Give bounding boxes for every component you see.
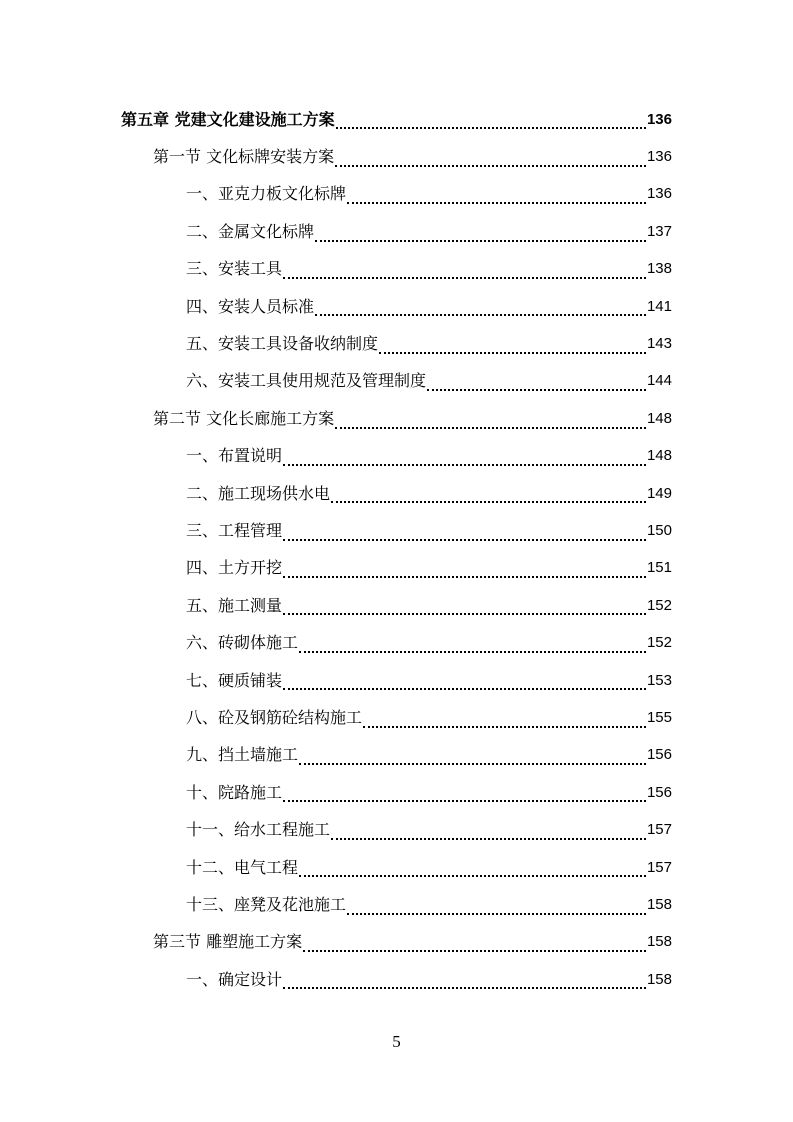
toc-subsection-entry[interactable]	[0, 438, 793, 475]
toc-entry-title: 一、亚克力板文化标牌	[186, 184, 347, 204]
toc-entry-page-number: 148	[646, 447, 672, 465]
toc-entry-title: 二、金属文化标牌	[186, 221, 315, 241]
toc-dot-leader	[347, 201, 646, 204]
toc-dot-leader	[331, 500, 646, 503]
toc-entry-page-number: 158	[646, 933, 672, 951]
toc-entry-title: 六、砖砌体施工	[186, 633, 299, 653]
toc-entry-page-number: 136	[646, 148, 672, 166]
toc-section-entry[interactable]	[0, 400, 793, 437]
toc-entry-title: 八、砼及钢筋砼结构施工	[186, 707, 363, 727]
toc-dot-leader	[427, 388, 646, 391]
toc-subsection-entry[interactable]	[0, 849, 793, 886]
toc-dot-leader	[283, 687, 646, 690]
toc-entry-title: 十二、电气工程	[186, 857, 299, 877]
toc-entry-title: 六、安装工具使用规范及管理制度	[186, 371, 427, 391]
toc-subsection-entry[interactable]	[0, 213, 793, 250]
toc-dot-leader	[315, 313, 646, 316]
toc-entry-title: 十、院路施工	[186, 782, 283, 802]
toc-entry-title: 五、安装工具设备收纳制度	[186, 334, 379, 354]
toc-entry-page-number: 157	[646, 821, 672, 839]
toc-subsection-entry[interactable]	[0, 961, 793, 998]
toc-entry-page-number: 156	[646, 746, 672, 764]
toc-entry-page-number: 155	[646, 708, 672, 726]
toc-entry-title: 一、布置说明	[186, 446, 283, 466]
toc-subsection-entry[interactable]	[0, 363, 793, 400]
toc-dot-leader	[283, 463, 646, 466]
toc-section-entry[interactable]	[0, 924, 793, 961]
toc-subsection-entry[interactable]	[0, 176, 793, 213]
toc-dot-leader	[299, 874, 646, 877]
toc-entry-page-number: 150	[646, 521, 672, 539]
toc-dot-leader	[336, 126, 646, 129]
toc-dot-leader	[299, 650, 646, 653]
toc-dot-leader	[283, 575, 646, 578]
table-of-contents	[0, 101, 793, 998]
toc-subsection-entry[interactable]	[0, 288, 793, 325]
toc-entry-title: 二、施工现场供水电	[186, 483, 331, 503]
toc-entry-title: 四、土方开挖	[186, 558, 283, 578]
toc-entry-title: 一、确定设计	[186, 969, 283, 989]
toc-entry-page-number: 148	[646, 409, 672, 427]
toc-dot-leader	[335, 164, 646, 167]
toc-entry-page-number: 151	[646, 559, 672, 577]
toc-entry-title: 十一、给水工程施工	[186, 820, 331, 840]
toc-dot-leader	[283, 276, 646, 279]
toc-entry-page-number: 156	[646, 783, 672, 801]
toc-dot-leader	[283, 986, 646, 989]
toc-entry-page-number: 138	[646, 260, 672, 278]
toc-entry-title: 三、安装工具	[186, 259, 283, 279]
toc-subsection-entry[interactable]	[0, 512, 793, 549]
toc-entry-page-number: 158	[646, 895, 672, 913]
toc-entry-page-number: 157	[646, 858, 672, 876]
toc-subsection-entry[interactable]	[0, 699, 793, 736]
toc-dot-leader	[283, 612, 646, 615]
toc-subsection-entry[interactable]	[0, 624, 793, 661]
toc-entry-page-number: 136	[646, 185, 672, 203]
toc-entry-page-number: 141	[646, 297, 672, 315]
toc-entry-page-number: 153	[646, 671, 672, 689]
toc-entry-page-number: 144	[646, 372, 672, 390]
toc-subsection-entry[interactable]	[0, 251, 793, 288]
toc-subsection-entry[interactable]	[0, 774, 793, 811]
toc-entry-page-number: 143	[646, 335, 672, 353]
toc-subsection-entry[interactable]	[0, 325, 793, 362]
toc-dot-leader	[331, 837, 646, 840]
toc-subsection-entry[interactable]	[0, 475, 793, 512]
toc-entry-page-number: 136	[646, 110, 672, 128]
toc-dot-leader	[283, 538, 646, 541]
toc-section-entry[interactable]	[0, 138, 793, 175]
toc-entry-page-number: 152	[646, 596, 672, 614]
toc-entry-page-number: 137	[646, 222, 672, 240]
toc-subsection-entry[interactable]	[0, 587, 793, 624]
toc-dot-leader	[379, 351, 646, 354]
toc-entry-title: 七、硬质铺装	[186, 670, 283, 690]
toc-dot-leader	[299, 762, 646, 765]
toc-dot-leader	[335, 426, 646, 429]
toc-entry-title: 第五章 党建文化建设施工方案	[121, 109, 335, 129]
toc-entry-page-number: 149	[646, 484, 672, 502]
toc-subsection-entry[interactable]	[0, 811, 793, 848]
toc-entry-page-number: 158	[646, 970, 672, 988]
toc-subsection-entry[interactable]	[0, 550, 793, 587]
toc-entry-title: 十三、座凳及花池施工	[186, 894, 347, 914]
toc-entry-title: 三、工程管理	[186, 520, 283, 540]
toc-entry-title: 九、挡土墙施工	[186, 745, 299, 765]
toc-subsection-entry[interactable]	[0, 662, 793, 699]
toc-entry-page-number: 152	[646, 634, 672, 652]
toc-dot-leader	[315, 239, 646, 242]
toc-dot-leader	[363, 725, 646, 728]
toc-entry-title: 第三节 雕塑施工方案	[153, 932, 303, 952]
toc-chapter-entry[interactable]	[0, 101, 793, 138]
toc-dot-leader	[283, 799, 646, 802]
toc-dot-leader	[303, 949, 646, 952]
toc-entry-title: 五、施工测量	[186, 595, 283, 615]
toc-entry-title: 第二节 文化长廊施工方案	[153, 408, 335, 428]
toc-entry-title: 四、安装人员标准	[186, 296, 315, 316]
toc-subsection-entry[interactable]	[0, 886, 793, 923]
page-number: 5	[392, 1032, 401, 1051]
toc-dot-leader	[347, 912, 646, 915]
toc-subsection-entry[interactable]	[0, 737, 793, 774]
toc-entry-title: 第一节 文化标牌安装方案	[153, 147, 335, 167]
